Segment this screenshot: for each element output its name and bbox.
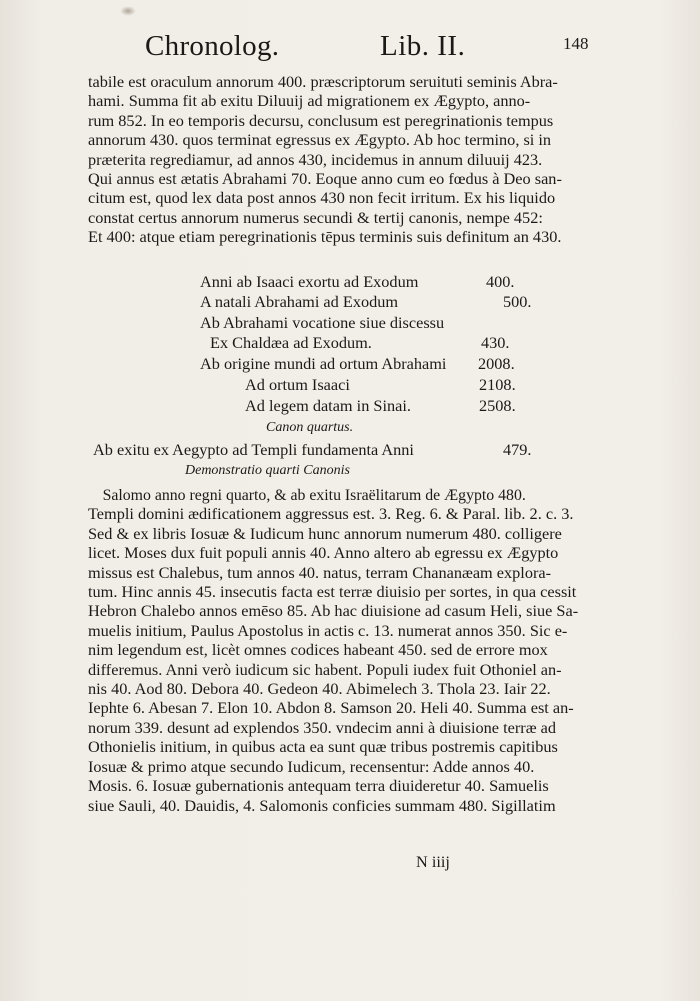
text-line: Sed & ex libris Iosuæ & Iudicum hunc annorum numerum 480. colligere xyxy=(88,523,562,543)
page-number: 148 xyxy=(563,34,589,53)
entry-value: 2508. xyxy=(479,396,516,415)
entry-value: 2008. xyxy=(478,354,515,373)
entry-label: A natali Abrahami ad Exodum xyxy=(200,292,399,311)
paragraph-1 xyxy=(88,72,600,247)
text-line: tabile est oraculum annorum 400. præscriptorum seruituti seminis Abra- xyxy=(88,72,558,91)
text-line: differemus. Anni verò iudicum sic habent. Populi iudex fuit Othoniel an- xyxy=(88,659,562,679)
ink-smudge xyxy=(120,6,136,16)
text-line: annorum 430. quos terminat egressus ex Ægypto. Ab hoc termino, si in xyxy=(88,130,552,150)
signature-mark: N iiij xyxy=(416,852,450,871)
canon-heading: Canon quartus. xyxy=(266,420,354,435)
entry-label: Ab Abrahami vocatione siue discessu xyxy=(200,313,445,332)
entry-value: 479. xyxy=(503,440,532,459)
chronology-entry xyxy=(245,396,516,415)
entry-label: Anni ab Isaaci exortu ad Exodum xyxy=(200,272,419,291)
entry-value: 400. xyxy=(486,272,515,291)
text-line: licet. Moses dux fuit populi annis 40. Anno altero ab egressu ex Ægypto xyxy=(88,543,559,563)
text-line: rum 852. In eo temporis decursu, conclusum est peregrinationis tempus xyxy=(88,110,554,130)
text-line: nim legendum est, licèt omnes codices habeant 450. sed de errore mox xyxy=(88,640,548,660)
text-line: Templi domini ædificationem aggressus est. 3. Reg. 6. & Paral. lib. 2. c. 3. xyxy=(88,504,574,524)
page-header xyxy=(0,30,700,70)
text-line: Qui annus est ætatis Abrahami 70. Eoque anno cum eo fœdus à Deo san- xyxy=(88,169,562,189)
chronology-entry xyxy=(200,292,532,311)
text-line: nis 40. Aod 80. Debora 40. Gedeon 40. Abimelech 3. Thola 23. Iair 22. xyxy=(88,679,551,699)
text-line: norum 339. desunt ad explendos 350. vndecim anni à diuisione terræ ad xyxy=(88,717,556,737)
entry-value: 500. xyxy=(503,292,532,311)
entry-label: Ab origine mundi ad ortum Abrahami xyxy=(200,354,447,373)
chronology-entry xyxy=(210,333,510,352)
text-line: citum est, quod lex data post annos 430 non fecit irritum. Ex his liquido xyxy=(88,188,556,208)
demonstration-heading: Demonstratio quarti Canonis xyxy=(185,463,350,478)
paragraph-2 xyxy=(88,485,600,815)
text-line: Iephte 6. Abesan 7. Elon 10. Abdon 8. Samson 20. Heli 40. Summa est an- xyxy=(88,698,574,718)
text-line: Et 400: atque etiam peregrinationis tēpus terminis suis definitum an 430. xyxy=(88,227,562,247)
entry-label: Ad legem datam in Sinai. xyxy=(245,396,411,415)
text-line: missus est Chalebus, tum annos 40. natus, terram Chananæam explora- xyxy=(88,562,552,582)
text-line: muelis initium, Paulus Apostolus in actis c. 13. numerat annos 350. Sic e- xyxy=(88,620,568,640)
text-line: præterita regrediamur, ad annos 430, incidemus in annum diluuij 423. xyxy=(88,149,543,169)
text-line: Mosis. 6. Iosuæ gubernationis antequam terra diuideretur 40. Samuelis xyxy=(88,776,549,796)
chronology-entry xyxy=(245,375,516,394)
text-line: Salomo anno regni quarto, & ab exitu Israëlitarum de Ægypto 480. xyxy=(102,485,526,504)
running-title: Chronolog. xyxy=(145,30,280,62)
chronology-entry xyxy=(200,313,444,332)
entry-label: Ad ortum Isaaci xyxy=(245,375,350,394)
entry-value: 430. xyxy=(481,333,510,352)
text-line: siue Sauli, 40. Dauidis, 4. Salomonis conficies summam 480. Sigillatim xyxy=(88,795,556,815)
text-line: hami. Summa fit ab exitu Diluuij ad migrationem ex Ægypto, anno- xyxy=(88,91,531,111)
entry-label: Ex Chaldæa ad Exodum. xyxy=(210,333,372,352)
text-line: constat certus annorum numerus secundi & tertij canonis, nempe 452: xyxy=(88,207,543,227)
entry-value: 2108. xyxy=(479,375,516,394)
text-line: Hebron Chalebo annos emēso 85. Ab hac diuisione ad casum Heli, siue Sa- xyxy=(88,601,579,621)
text-line: tum. Hinc annis 45. insecutis facta est terræ diuisio per sortes, in qua cessit xyxy=(88,582,577,602)
chronology-entry xyxy=(200,354,515,373)
book-label: Lib. II. xyxy=(380,30,466,62)
entry-label: Ab exitu ex Aegypto ad Templi fundamenta Anni xyxy=(93,440,414,459)
text-line: Iosuæ & primo atque secundo Iudicum, recensentur: Adde annos 40. xyxy=(88,756,535,776)
canon-entry xyxy=(93,440,532,459)
chronology-entry xyxy=(200,272,515,291)
text-line: Othonielis initium, in quibus acta ea sunt quæ tribus postremis capitibus xyxy=(88,737,558,757)
